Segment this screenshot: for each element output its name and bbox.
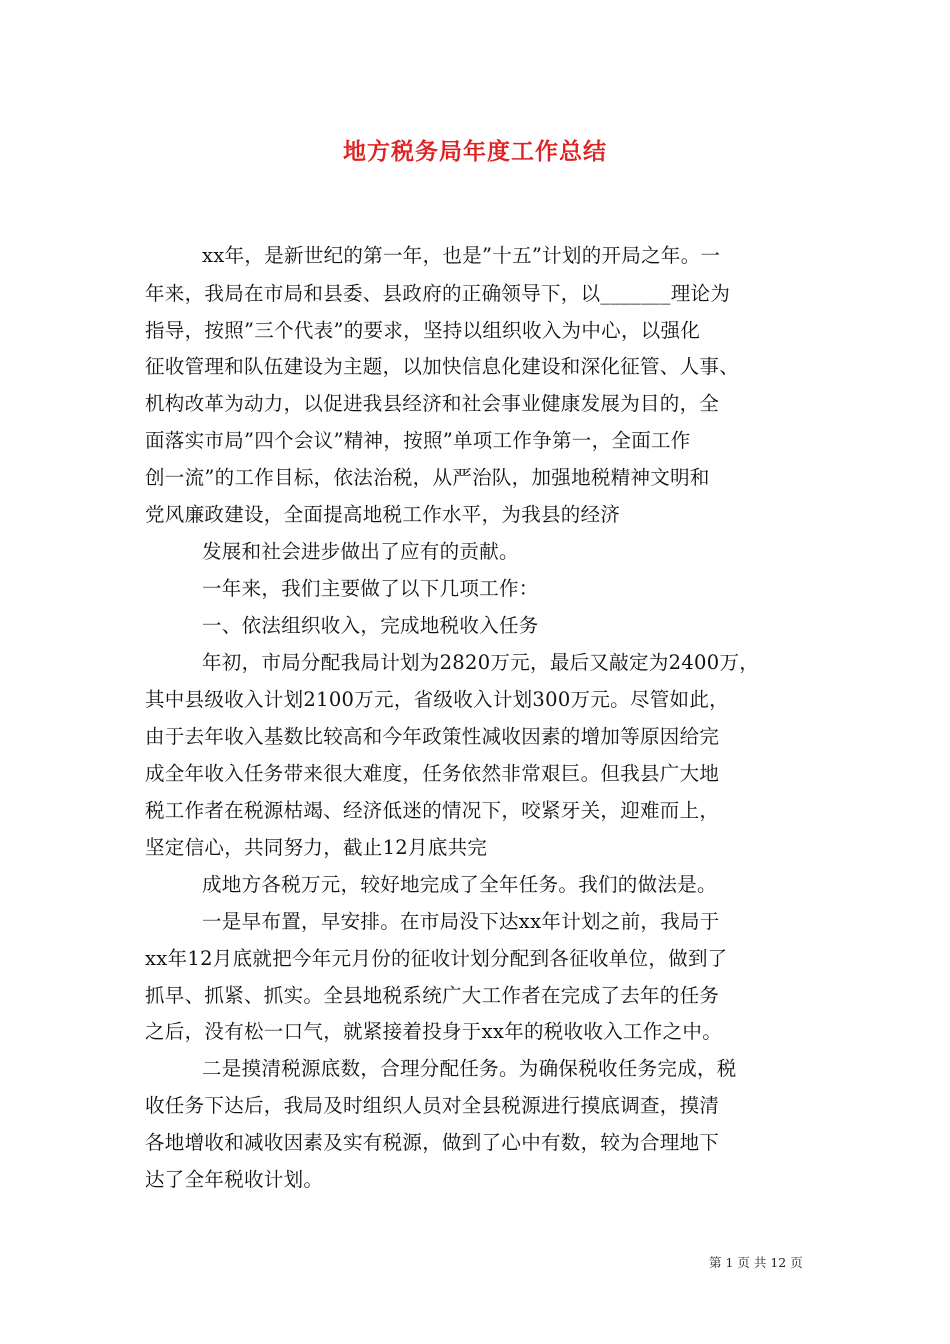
body-line: 征收管理和队伍建设为主题，以加快信息化建设和深化征管、人事、 — [145, 355, 740, 378]
body-line: 年来，我局在市局和县委、县政府的正确领导下，以_______理论为 — [145, 282, 731, 305]
body-line: 二是摸清税源底数，合理分配任务。为确保税收任务完成，税 — [202, 1057, 737, 1080]
body-line: 成地方各税万元，较好地完成了全年任务。我们的做法是。 — [202, 873, 717, 896]
body-line: 机构改革为动力，以促进我县经济和社会事业健康发展为目的，全 — [145, 392, 720, 415]
document-title: 地方税务局年度工作总结 — [343, 138, 607, 165]
body-line: 由于去年收入基数比较高和今年政策性减收因素的增加等原因给完 — [145, 725, 720, 748]
body-line: 坚定信心，共同努力，截止12月底共完 — [145, 836, 488, 859]
body-line: 税工作者在税源枯竭、经济低迷的情况下，咬紧牙关，迎难而上， — [145, 799, 720, 822]
section-heading: 一、依法组织收入，完成地税收入任务 — [202, 614, 539, 637]
body-line: 指导，按照”三个代表”的要求，坚持以组织收入为中心，以强化 — [145, 319, 701, 342]
body-line: 各地增收和减收因素及实有税源，做到了心中有数，较为合理地下 — [145, 1131, 720, 1154]
body-line: 创一流”的工作目标，依法治税，从严治队，加强地税精神文明和 — [145, 466, 710, 489]
body-line: 之后，没有松一口气，就紧接着投身于xx年的税收收入工作之中。 — [145, 1020, 722, 1043]
body-line: 年初，市局分配我局计划为2820万元，最后又敲定为2400万， — [202, 651, 760, 674]
body-line: 一是早布置，早安排。在市局没下达xx年计划之前，我局于 — [202, 910, 720, 933]
body-line: 收任务下达后，我局及时组织人员对全县税源进行摸底调查，摸清 — [145, 1094, 720, 1117]
page-number: 第 1 页 共 12 页 — [709, 1255, 803, 1270]
body-line: 发展和社会进步做出了应有的贡献。 — [202, 540, 519, 563]
body-line: 其中县级收入计划2100万元，省级收入计划300万元。尽管如此， — [145, 688, 729, 711]
body-line: 达了全年税收计划。 — [145, 1168, 324, 1191]
body-line: xx年12月底就把今年元月份的征收计划分配到各征收单位，做到了 — [145, 947, 728, 970]
body-line: 成全年收入任务带来很大难度，任务依然非常艰巨。但我县广大地 — [145, 762, 720, 785]
body-line: 面落实市局”四个会议”精神，按照”单项工作争第一，全面工作 — [145, 429, 691, 452]
body-line: xx年，是新世纪的第一年，也是”十五”计划的开局之年。一 — [202, 244, 721, 267]
body-line: 一年来，我们主要做了以下几项工作： — [202, 577, 539, 600]
body-line: 党风廉政建设，全面提高地税工作水平，为我县的经济 — [145, 503, 621, 526]
body-line: 抓早、抓紧、抓实。全县地税系统广大工作者在完成了去年的任务 — [145, 984, 720, 1007]
